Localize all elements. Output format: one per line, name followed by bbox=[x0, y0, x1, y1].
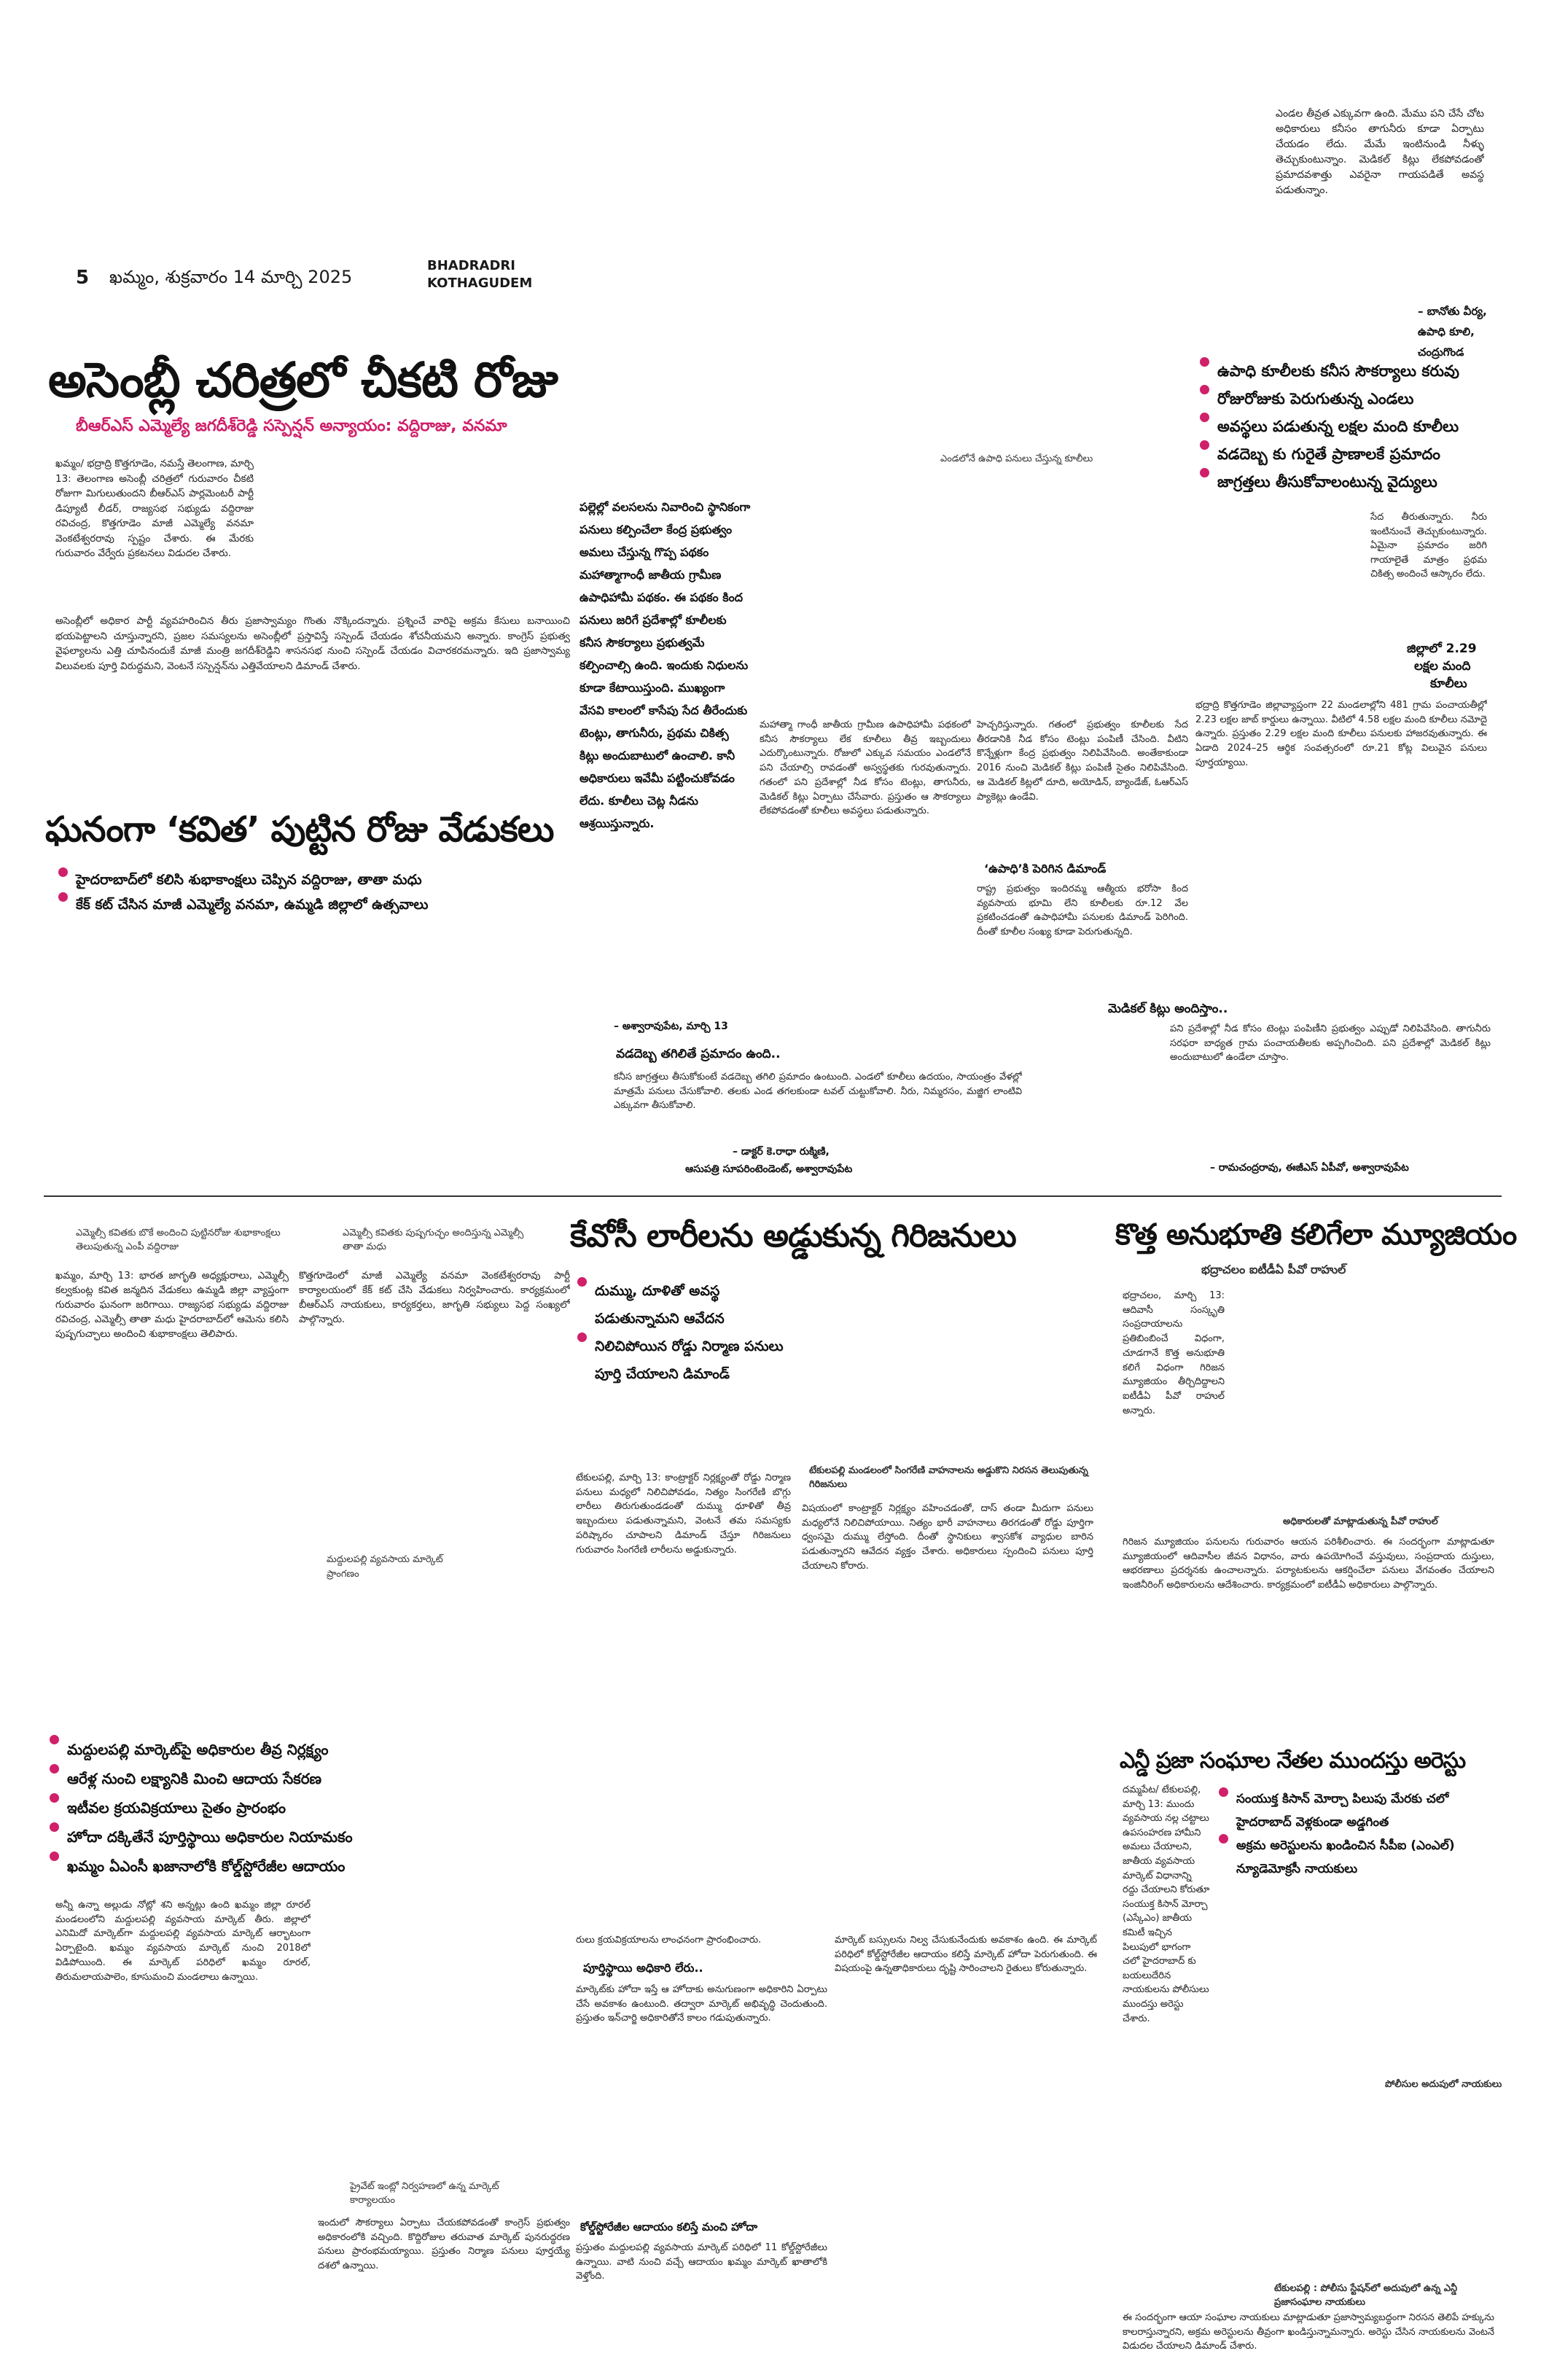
kavitha-bullet: హైదరాబాద్‌లో కలిసి శుభాకాంక్షలు చెప్పిన వద్దిరాజు, తాతా మధు bbox=[55, 867, 566, 892]
lead-body-2: అసెంబ్లీలో అధికార పార్టీ వ్యవహరించిన తీరు ప్రజాస్వామ్యం గొంతు నొక్కిందన్నారు. ప్రశ్నించే వారిపై అక్రమ కేసులు బనాయించి భయపెట్టాలని చూస్తున్నారని, ప్రజల సమస్యలను అసెంబ్లీలో ప్రస్తావిస్తే సస్పెండ్ చేయడం శోచనీయమని అన్నారు. కాంగ్రెస్ ప్రభుత్వ వైఫల్యాలను ఎత్తి చూపినందుకే మాజీ మంత్రి జగదీశ్‌రెడ్డిని శాసనసభ నుంచి సస్పెండ్ చేయడం విచారకరమన్నారు. ఇది ప్రజాస్వామ్య విలువలకు పూర్తి విరుద్ధమని, వెంటనే సస్పెన్షన్‌ను ఎత్తివేయాలని డిమాండ్ చేశారు. bbox=[55, 615, 570, 672]
upadhi-bullet: అవస్థలు పడుతున్న లక్షల మంది కూలీలు bbox=[1197, 413, 1540, 440]
kavitha-bullet: కేక్ కట్ చేసిన మాజీ ఎమ్మెల్యే వనమా, ఉమ్మడి జిల్లాలో ఉత్సవాలు bbox=[55, 892, 566, 917]
nd-photo-caption: పోలీసుల అదుపులో నాయకులు bbox=[1385, 2079, 1502, 2090]
upadhi-subhead-2: వడదెబ్బ తగిలితే ప్రమాదం ఉంది.. bbox=[616, 1047, 781, 1061]
nd-body-3: ఈ సందర్భంగా ఆయా సంఘాల నాయకులు మాట్లాడుతూ ప్రజాస్వామ్యబద్ధంగా నిరసన తెలిపే హక్కును కాలరాస్తున్నారని, అక్రమ అరెస్టులను తీవ్రంగా ఖండిస్తున్నామన్నారు. అరెస్టు చేసిన నాయకులను వెంటనే విడుదల చేయాలని డిమాండ్ చేశారు. bbox=[1123, 2312, 1494, 2352]
top-right-byline-1: – బానోతు వీర్య, bbox=[1418, 305, 1487, 318]
upadhi-body-a: మహాత్మా గాంధీ జాతీయ గ్రామీణ ఉపాధిహామీ పథకంలో కనీస సౌకర్యాలు లేక కూలీలు తీవ్ర ఇబ్బందులు ఎదుర్కొంటున్నారు. రోజులో ఎక్కువ సమయం ఎండలోనే పని చేయాల్సి రావడంతో అస్వస్థతకు గురవుతున్నారు. గతంలో పని ప్రదేశాల్లో నీడ కోసం టెంట్లు, తాగునీరు, మెడికల్ కిట్లు ఏర్పాటు చేసేవారు. ప్రస్తుతం ఆ సౌకర్యాలు లేకపోవడంతో కూలీలు అవస్థలు పడుతున్నారు. bbox=[760, 719, 971, 817]
district-name-2: KOTHAGUDEM bbox=[427, 276, 533, 291]
museum-photo bbox=[1232, 1290, 1494, 1509]
market-bullet: హోదా దక్కితేనే పూర్తిస్థాయి అధికారుల నియామకం bbox=[47, 1822, 571, 1852]
upadhi-bullet: ఉపాధి కూలీలకు కనీస సౌకర్యాలు కరువు bbox=[1197, 357, 1540, 385]
market-bullet-list bbox=[47, 1735, 571, 1881]
museum-headline: కొత్త అనుభూతి కలిగేలా మ్యూజియం bbox=[1115, 1218, 1517, 1252]
kavitha-body-1: ఖమ్మం, మార్చి 13: భారత జాగృతి అధ్యక్షురాలు, ఎమ్మెల్సీ కల్వకుంట్ల కవిత జన్మదిన వేడుకలు ఉమ్మడి జిల్లా వ్యాప్తంగా గురువారం ఘనంగా జరిగాయి. రాజ్యసభ సభ్యుడు వద్దిరాజు రవిచంద్ర, ఎమ్మెల్సీ తాతా మధు హైదరాబాద్‌లో ఆమెను కలిసి పుష్పగుచ్ఛాలు అందించి శుభాకాంక్షలు తెలిపారు. bbox=[55, 1270, 289, 1340]
upadhi-subhead-3: మెడికల్ కిట్లు అందిస్తాం.. bbox=[1108, 1002, 1228, 1016]
kvs-bullet-list bbox=[574, 1277, 793, 1388]
kavitha-caption-2: ఎమ్మెల్సీ కవితకు పుష్పగుచ్ఛం అందిస్తున్న ఎమ్మెల్సీ తాతా మధు bbox=[343, 1228, 524, 1252]
upadhi-body-b: హెచ్చరిస్తున్నారు. గతంలో ప్రభుత్వం కూలీలకు సేద తీరడానికి నీడ కోసం టెంట్లు పంపిణీ చేసింది. వీటిని కొన్నేళ్లుగా కేంద్ర ప్రభుత్వం నిలిపివేసింది. అంతేకాకుండా 2016 నుంచి మెడికల్ కిట్లు పంపిణీ సైతం నిలిపివేసింది. ఆ మెడికల్ కిట్లలో దూది, అయోడిన్, బ్యాండేజ్, ఓఆర్ఎస్ ప్యాకెట్లు ఉండేవి. bbox=[977, 719, 1188, 803]
kavitha-bullet-list bbox=[55, 867, 566, 917]
market-subhead-1: పూర్తిస్థాయి అధికారి లేరు.. bbox=[583, 1961, 703, 1975]
upadhi-right-photo bbox=[1195, 510, 1367, 634]
market-photo-3 bbox=[580, 1735, 1093, 1923]
lead-body-1: ఖమ్మం/ భద్రాద్రి కొత్తగూడెం, నమస్తే తెలంగాణ, మార్చి 13: తెలంగాణ అసెంబ్లీ చరిత్రలో గురువారం చీకటి రోజుగా మిగులుతుందని బీఆర్ఎస్ పార్లమెంటరీ పార్టీ డిప్యూటీ లీడర్, రాజ్యసభ సభ్యుడు వద్దిరాజు రవిచంద్ర, కొత్తగూడెం మాజీ ఎమ్మెల్యే వనమా వెంకటేశ్వరరావు స్పష్టం చేశారు. ఈ మేరకు గురువారం వేర్వేరు ప్రకటనలు విడుదల చేశారు. bbox=[55, 458, 254, 559]
kvs-photo bbox=[802, 1268, 1093, 1458]
nd-body-1: దమ్మపేట/ టేకులపల్లి, మార్చి 13: ముందు వ్యవసాయ నల్ల చట్టాలు ఉపసంహరణ హామీని అమలు చేయాలని, జాతీయ వ్యవసాయ మార్కెట్ విధానాన్ని రద్దు చేయాలని కోరుతూ సంయుక్త కిసాన్ మోర్చా (ఎస్కేఎం) జాతీయ కమిటీ ఇచ్చిన పిలుపులో భాగంగా చలో హైదరాబాద్ కు బయలుదేరిన నాయకులను పోలీసులు ముందస్తు అరెస్టు చేశారు. bbox=[1123, 1784, 1210, 2024]
museum-body-1: భద్రాచలం, మార్చి 13: ఆదివాసీ సంస్కృతి సంప్రదాయాలను ప్రతిబింబించే విధంగా, చూడగానే కొత్త అనుభూతి కలిగే విధంగా గిరిజన మ్యూజియం తీర్చిదిద్దాలని ఐటీడీఏ పీవో రాహుల్ అన్నారు. bbox=[1123, 1290, 1225, 1416]
kavitha-photo-2 bbox=[310, 926, 569, 1217]
market-photo-caption: మద్దులపల్లి వ్యవసాయ మార్కెట్ ప్రాంగణం bbox=[327, 1554, 443, 1580]
kvs-headline: కేవోసీ లారీలను అడ్డుకున్న గిరిజనులు bbox=[570, 1217, 1016, 1255]
kavitha-headline: ఘనంగా ‘కవిత’ పుట్టిన రోజు వేడుకలు bbox=[45, 809, 554, 850]
upadhi-quote-2: పని ప్రదేశాల్లో నీడ కోసం టెంట్లు పంపిణీని ప్రభుత్వం ఎప్పుడో నిలిపివేసింది. తాగునీరు సరఫరా బాధ్యత గ్రామ పంచాయతీలకు అప్పగించింది. పని ప్రదేశాల్లో మెడికల్ కిట్లు అందుబాటులో ఉండేలా చూస్తాం. bbox=[1170, 1023, 1491, 1063]
market-bullet: మద్దులపల్లి మార్కెట్‌పై అధికారుల తీవ్ర నిర్లక్ష్యం bbox=[47, 1735, 571, 1764]
market-body-6: మార్కెట్ బస్సులను నిల్వ చేసుకునేందుకు అవకాశం ఉంది. ఈ మార్కెట్ పరిధిలో కోల్డ్‌స్టోరేజీల ఆదాయం కలిస్తే మార్కెట్ హోదా పెరుగుతుంది. ఈ విషయంపై ఉన్నతాధికారులు దృష్టి సారించాలని రైతులు కోరుతున్నారు. bbox=[835, 1935, 1097, 1975]
kvs-bullet: దుమ్ము, దూళితో అవస్థ పడుతున్నామని ఆవేదన bbox=[574, 1277, 793, 1333]
upadhi-right-body-2: భద్రాద్రి కొత్తగూడెం జిల్లావ్యాప్తంగా 22 మండలాల్లోని 481 గ్రామ పంచాయతీల్లో 2.23 లక్షల జాబ్ కార్డులు ఉన్నాయి. వీటిలో 4.58 లక్షల మంది కూలీలు నమోదై ఉన్నారు. ప్రస్తుతం 2.29 లక్షల మంది కూలీలు పనులకు హాజరవుతున్నారు. ఈ ఏడాది 2024–25 ఆర్థిక సంవత్సరంలో రూ.21 కోట్ల విలువైన పనులు పూర్తయ్యాయి. bbox=[1195, 700, 1487, 768]
kvs-bullet: నిలిచిపోయిన రోడ్డు నిర్మాణ పనులు పూర్తి చేయాలని డిమాండ్ bbox=[574, 1333, 793, 1388]
top-right-byline-2: ఉపాధి కూలి, bbox=[1418, 325, 1475, 338]
upadhi-body-c: రాష్ట్ర ప్రభుత్వం ఇందిరమ్మ ఆత్మీయ భరోసా కింద వ్యవసాయ భూమి లేని కూలీలకు రూ.12 వేల ప్రకటించడంతో ఉపాధిహామీ పనులకు డిమాండ్ పెరిగింది. దీంతో కూలీల సంఖ్య కూడా పెరుగుతున్నది. bbox=[977, 883, 1188, 938]
upadhi-right-body-1: సేద తీరుతున్నారు. నీరు ఇంటినుంచే తెచ్చుకుంటున్నారు. ఏమైనా ప్రమాదం జరిగి గాయాలైతే మాత్రం ప్రథమ చికిత్స అందించే ఆస్కారం లేదు. bbox=[1370, 512, 1487, 580]
top-right-byline-3: చంద్రుగొండ bbox=[1418, 346, 1464, 359]
upadhi-quote-1: కనీస జాగ్రత్తలు తీసుకోకుంటే వడదెబ్బ తగిలి ప్రమాదం ఉంటుంది. ఎండలో కూలీలు ఉదయం, సాయంత్రం వేళల్లో మాత్రమే పనులు చేసుకోవాలి. తలకు ఎండ తగలకుండా టవల్ చుట్టుకోవాలి. నీరు, నిమ్మరసం, మజ్జిగ లాంటివి ఎక్కువగా తీసుకోవాలి. bbox=[614, 1072, 1022, 1111]
market-office-photo bbox=[318, 1898, 570, 2175]
nd-photo-2 bbox=[1216, 2099, 1493, 2274]
nd-photo-caption-2: టేకులపల్లి : పోలీసు స్టేషన్‌లో అదుపులో ఉన్న ఎన్డీ ప్రజాసంఘాల నాయకులు bbox=[1274, 2283, 1458, 2308]
district-name-1: BHADRADRI bbox=[427, 258, 515, 273]
nd-bullet-list bbox=[1216, 1787, 1507, 1881]
upadhi-bullet-list bbox=[1197, 357, 1540, 496]
market-body-1: అన్నీ ఉన్నా అల్లుడు నోట్లో శని అన్నట్లు ఉంది ఖమ్మం జిల్లా రూరల్ మండలంలోని మద్దులపల్లి వ్యవసాయ మార్కెట్ తీరు. జిల్లాలో ఎనిమిదో మార్కెట్‌గా మద్దులపల్లి వ్యవసాయ మార్కెట్ ఆర్భాటంగా ఏర్పాటైంది. ఖమ్మం వ్యవసాయ మార్కెట్ నుంచి 2018లో విడిపోయింది. ఈ మార్కెట్ పరిధిలో ఖమ్మం రూరల్, తిరుమలాయపాలెం, కూసుమంచి మండలాలు ఉన్నాయి. bbox=[55, 1900, 311, 1983]
upadhi-quote-1-by2: ఆసుపత్రి సూపరింటెండెంట్, అశ్వారావుపేట bbox=[685, 1163, 853, 1175]
market-body-2: ఇందులో సౌకర్యాలు ఏర్పాటు చేయకపోవడంతో కాంగ్రెస్ ప్రభుత్వం అధికారంలోకి వచ్చింది. కొద్దిరోజుల తరువాత మార్కెట్ పునరుద్ధరణ పనులు ప్రారంభమయ్యాయి. ప్రస్తుతం నిర్మాణ పనులు పూర్తయ్యే దశలో ఉన్నాయి. bbox=[318, 2217, 570, 2272]
nd-photo-1 bbox=[1216, 1904, 1493, 2072]
upadhi-photo bbox=[758, 467, 1188, 707]
top-right-photo bbox=[1148, 93, 1272, 232]
market-body-4: మార్కెట్‌కు హోదా ఇస్తే ఆ హోదాకు అనుగుణంగా అధికారిని ఏర్పాటు చేసే అవకాశం ఉంటుంది. తద్వారా మార్కెట్ అభివృద్ధి చెందుతుంది. ప్రస్తుతం ఇన్‌చార్జి అధికారితోనే కాలం గడుపుతున్నారు. bbox=[576, 1984, 827, 2024]
horizontal-rule bbox=[44, 1195, 1502, 1197]
upadhi-box-text: పల్లెల్లో వలసలను నివారించి స్థానికంగా పనులు కల్పించేలా కేంద్ర ప్రభుత్వం అమలు చేస్తున్న గొప్ప పథకం మహాత్మాగాంధీ జాతీయ గ్రామీణ ఉపాధిహామీ పథకం. ఈ పథకం కింద పనులు జరిగే ప్రదేశాల్లో కూలీలకు కనీస సౌకర్యాలు ప్రభుత్వమే కల్పించాల్సి ఉంది. ఇందుకు నిధులను కూడా కేటాయిస్తుంది. ముఖ్యంగా వేసవి కాలంలో కాసేపు సేద తీరేందుకు టెంట్లు, తాగునీరు, ప్రథమ చికిత్స కిట్లు అందుబాటులో ఉంచాలి. కానీ అధికారులు ఇవేమీ పట్టించుకోవడం లేదు. కూలీలు చెట్ల నీడను ఆశ్రయిస్తున్నారు. bbox=[580, 500, 751, 830]
kvs-body-2: విషయంలో కాంట్రాక్టర్ నిర్లక్ష్యం వహించడంతో, దాస్ తండా మీదుగా పనులు మధ్యలోనే నిలిచిపోయాయి. నిత్యం భారీ వాహనాలు తిరగడంతో రోడ్డు పూర్తిగా ధ్వంసమై దుమ్ము లేస్తోంది. దీంతో స్థానికులు శ్వాసకోశ వ్యాధుల బారిన పడుతున్నారని ఆవేదన వ్యక్తం చేశారు. అధికారులు స్పందించి పనులు పూర్తి చేయాలని కోరారు. bbox=[802, 1503, 1093, 1572]
upadhi-stat-2: లక్షల మంది bbox=[1414, 659, 1471, 674]
upadhi-bullet: జాగ్రత్తలు తీసుకోవాలంటున్న వైద్యులు bbox=[1197, 468, 1540, 496]
top-right-quote-text: ఎండల తీవ్రత ఎక్కువగా ఉంది. మేము పని చేసే చోట అధికారులు కనీసం తాగునీరు కూడా ఏర్పాటు చేయడం లేదు. మేమే ఇంటినుండి నీళ్ళు తెచ్చుకుంటున్నాం. మెడికల్ కిట్లు లేకపోవడంతో ప్రమాదవశాత్తు ఎవరైనా గాయపడితే అవస్థ పడుతున్నాం. bbox=[1276, 108, 1484, 196]
lead-subhead: బీఆర్ఎస్ ఎమ్మెల్యే జగదీశ్‌రెడ్డి సస్పెన్షన్ అన్యాయం: వద్దిరాజు, వనమా bbox=[76, 417, 507, 435]
nd-bullet: సంయుక్త కిసాన్ మోర్చా పిలుపు మేరకు చలో హైదరాబాద్ వెళ్లకుండా అడ్డగింత bbox=[1216, 1787, 1507, 1834]
market-photo-1 bbox=[58, 1435, 318, 1706]
market-body-3: రులు క్రయవిక్రయాలను లాంఛనంగా ప్రారంభించారు. bbox=[576, 1935, 762, 1946]
upadhi-quote-2-photo bbox=[1025, 1025, 1163, 1171]
upadhi-stat-3: కూలీలు bbox=[1430, 676, 1467, 691]
kvs-photo-caption: టేకులపల్లి మండలంలో సింగరేణి వాహనాలను అడ్డుకొని నిరసన తెలుపుతున్న గిరిజనులు bbox=[809, 1465, 1088, 1490]
upadhi-photo-caption: ఎండలోనే ఉపాధి పనులు చేస్తున్న కూలీలు bbox=[940, 453, 1093, 464]
lead-headline: అసెంబ్లీ చరిత్రలో చీకటి రోజు bbox=[48, 352, 558, 408]
upadhi-quote-2-by: – రామచంద్రరావు, ఈజీఎస్ ఏపీవో, అశ్వారావుపేట bbox=[1210, 1162, 1409, 1174]
date-line: ఖమ్మం, శుక్రవారం 14 మార్చి 2025 bbox=[109, 267, 353, 287]
kavitha-caption-1: ఎమ్మెల్సీ కవితకు బొకే అందించి పుట్టినరోజు శుభాకాంక్షలు తెలుపుతున్న ఎంపీ వద్దిరాజు bbox=[76, 1228, 281, 1252]
market-subhead-2: కోల్డ్‌స్టోరేజీల ఆదాయం కలిస్తే మంచి హోదా bbox=[580, 2220, 758, 2233]
kavitha-photo-1 bbox=[58, 926, 303, 1217]
market-bullet: ఆరేళ్ల నుంచి లక్ష్యానికి మించి ఆదాయ సేకరణ bbox=[47, 1764, 571, 1793]
upadhi-subhead-1: ‘ఉపాధి’కి పెరిగిన డిమాండ్ bbox=[984, 862, 1107, 875]
nd-headline: ఎన్డీ ప్రజా సంఘాల నేతల ముందస్తు అరెస్టు bbox=[1120, 1748, 1466, 1774]
lead-photo-right bbox=[259, 456, 569, 609]
kavitha-body-2: కొత్తగూడెంలో మాజీ ఎమ్మెల్యే వనమా వెంకటేశ్వరరావు పార్టీ కార్యాలయంలో కేక్ కట్ చేసి వేడుకలు నిర్వహించారు. కార్యక్రమంలో బీఆర్ఎస్ నాయకులు, కార్యకర్తలు, జాగృతి సభ్యులు పెద్ద సంఖ్యలో పాల్గొన్నారు. bbox=[299, 1270, 570, 1325]
museum-photo-caption: అధికారులతో మాట్లాడుతున్న పీవో రాహుల్ bbox=[1283, 1516, 1438, 1527]
museum-body-2: గిరిజన మ్యూజియం పనులను గురువారం ఆయన పరిశీలించారు. ఈ సందర్భంగా మాట్లాడుతూ మ్యూజియంలో ఆదివాసీల జీవన విధానం, వారు ఉపయోగించే వస్తువులు, సంప్రదాయ దుస్తులు, ఆభరణాలు ప్రదర్శనకు ఉంచాలన్నారు. పర్యాటకులను ఆకర్షించేలా పనులు వేగవంతం చేయాలని ఇంజినీరింగ్ అధికారులను ఆదేశించారు. కార్యక్రమంలో ఐటీడీఏ అధికారులు పాల్గొన్నారు. bbox=[1123, 1537, 1494, 1591]
upadhi-stat-1: జిల్లాలో 2.29 bbox=[1407, 641, 1477, 656]
market-bullet: ఇటీవల క్రయవిక్రయాలు సైతం ప్రారంభం bbox=[47, 1793, 571, 1822]
market-office-caption: ప్రైవేట్ ఇంట్లో నిర్వహణలో ఉన్న మార్కెట్ కార్యాలయం bbox=[350, 2181, 499, 2206]
upadhi-quote-1-by: – డాక్టర్ కె.రాధా రుక్మిణి, bbox=[733, 1146, 830, 1158]
nd-bullet: అక్రమ అరెస్టులను ఖండించిన సీపీఐ (ఎంఎల్) న్యూడెమోక్రసీ నాయకులు bbox=[1216, 1834, 1507, 1881]
market-body-5: ప్రస్తుతం మద్దులపల్లి వ్యవసాయ మార్కెట్ పరిధిలో 11 కోల్డ్‌స్టోరేజీలు ఉన్నాయి. వాటి నుంచి వచ్చే ఆదాయం ఖమ్మం మార్కెట్ ఖాతాలోకి వెళ్తోంది. bbox=[576, 2242, 827, 2282]
upadhi-bullet: రోజురోజుకు పెరుగుతున్న ఎండలు bbox=[1197, 385, 1540, 413]
market-bullet: ఖమ్మం ఏఎంసీ ఖజానాలోకి కోల్డ్‌స్టోరేజీల ఆదాయం bbox=[47, 1852, 571, 1881]
museum-subhead: భద్రాచలం ఐటీడీఏ పీవో రాహుల్ bbox=[1201, 1263, 1346, 1276]
upadhi-box-byline: – అశ్వారావుపేట, మార్చి 13 bbox=[614, 1021, 728, 1032]
page-number: 5 bbox=[76, 267, 90, 289]
upadhi-bullet: వడదెబ్బ కు గురైతే ప్రాణాలకే ప్రమాదం bbox=[1197, 440, 1540, 468]
market-photo-2 bbox=[327, 1435, 570, 1544]
kvs-body-1: టేకులపల్లి, మార్చి 13: కాంట్రాక్టర్ నిర్లక్ష్యంతో రోడ్డు నిర్మాణ పనులు మధ్యలో నిలిచిపోవడం, నిత్యం సింగరేణి బొగ్గు లారీలు తిరుగుతుండడంతో దుమ్ము ధూళితో తీవ్ర ఇబ్బందులు పడుతున్నామని, వెంటనే తమ సమస్యకు పరిష్కారం చూపాలని డిమాండ్ చేస్తూ గిరిజనులు గురువారం సింగరేణి లారీలను అడ్డుకున్నారు. bbox=[576, 1472, 791, 1556]
